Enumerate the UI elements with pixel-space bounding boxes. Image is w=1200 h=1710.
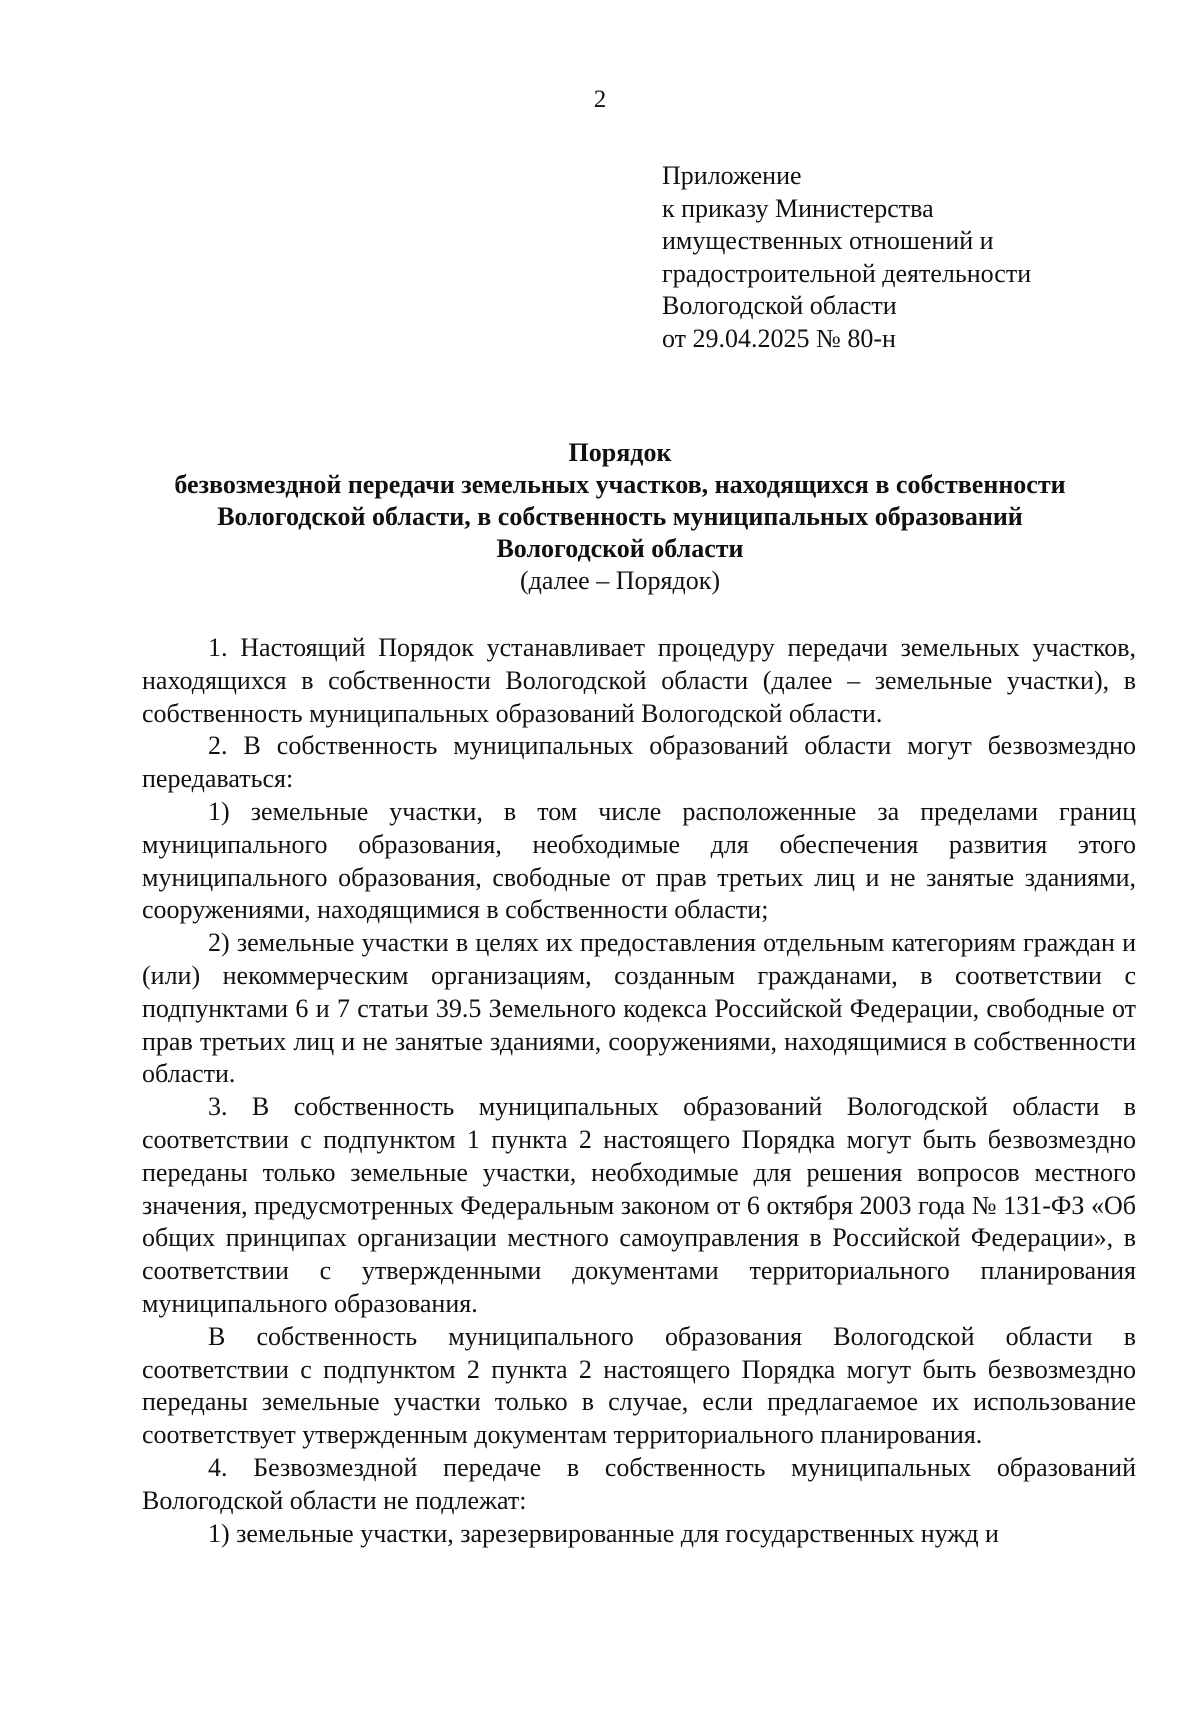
paragraph: 3. В собственность муниципальных образований Вологодской области в соответствии с подпунктом 1 пункта 2 настоящего Порядка могут быть безвозмездно переданы только земельные участки, необходимые для решения вопросов местного значения, предусмотренных Федеральным законом от 6 октября 2003 года № 131-ФЗ «Об общих принципах организации местного самоуправления в Российской Федерации», в соответствии с утвержденными документами территориального планирования муниципального образования.	[142, 1092, 1136, 1318]
annex-line: Приложение	[662, 161, 802, 190]
document-title: Порядок	[568, 438, 672, 467]
document-subtitle-line: безвозмездной передачи земельных участков, находящихся в собственности	[174, 470, 1066, 499]
paragraph: В собственность муниципального образования Вологодской области в соответствии с подпунктом 2 пункта 2 настоящего Порядка могут быть безвозмездно переданы земельные участки только в случае, если предлагаемое их использование соответствует утвержденным документам территориального планирования.	[142, 1321, 1136, 1450]
document-subtitle-line: Вологодской области, в собственность муниципальных образований	[217, 502, 1023, 531]
annex-line: имущественных отношений и	[662, 226, 994, 255]
paragraph: 1. Настоящий Порядок устанавливает процедуру передачи земельных участков, находящихся в собственности Вологодской области (далее – земельные участки), в собственность муниципальных образований Вологодской области.	[142, 633, 1136, 728]
document-body	[142, 632, 1136, 1550]
paragraph: 2. В собственность муниципальных образований области могут безвозмездно передаваться:	[142, 731, 1136, 794]
document-subtitle-line: Вологодской области	[496, 534, 744, 563]
paragraph: 1) земельные участки, в том числе расположенные за пределами границ муниципального образования, необходимые для обеспечения развития этого муниципального образования, свободные от прав третьих лиц и не занятые зданиями, сооружениями, находящимися в собственности области;	[142, 796, 1136, 925]
annex-block	[662, 160, 1031, 355]
document-heading	[120, 437, 1120, 597]
annex-line: градостроительной деятельности	[662, 258, 1032, 288]
annex-line: Вологодской области	[662, 291, 897, 320]
document-title-note: (далее – Порядок)	[520, 566, 720, 595]
annex-line: от 29.04.2025 № 80-н	[662, 323, 896, 353]
paragraph: 1) земельные участки, зарезервированные для государственных нужд и	[208, 1518, 999, 1548]
annex-line: к приказу Министерства	[662, 193, 934, 223]
paragraph: 2) земельные участки в целях их предоставления отдельным категориям граждан и (или) некоммерческим организациям, созданным гражданами, в соответствии с подпунктами 6 и 7 статьи 39.5 Земельного кодекса Российской Федерации, свободные от прав третьих лиц и не занятые зданиями, сооружениями, находящимися в собственности области.	[142, 928, 1136, 1089]
page-number: 2	[593, 86, 607, 113]
paragraph: 4. Безвозмездной передаче в собственность муниципальных образований Вологодской области не подлежат:	[142, 1452, 1136, 1515]
